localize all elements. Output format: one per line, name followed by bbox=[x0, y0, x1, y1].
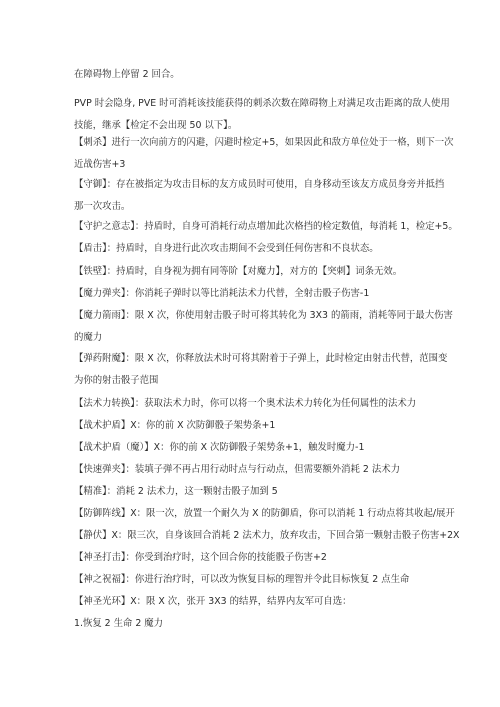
text-line: 【静伏】X：限三次，自身该回合消耗 2 法术力，放弃攻击，下回合第一颗射击骰子伤害+2X bbox=[74, 530, 460, 541]
text-line: 【铁壁】：持盾时，自身视为拥有同等阶【对魔力】，对方的【突刺】词条无效。 bbox=[74, 266, 403, 277]
text-line: 【战术护盾（魔）】X：你的前 X 次防御骰子架势条+1，触发时魔力-1 bbox=[74, 442, 365, 453]
text-line: 1.恢复 2 生命 2 魔力 bbox=[74, 618, 164, 629]
paragraph bbox=[0, 507, 500, 520]
paragraph bbox=[0, 68, 500, 81]
paragraph bbox=[0, 220, 500, 233]
paragraph bbox=[0, 287, 500, 300]
text-line: 【战术护盾】X：你的前 X 次防御骰子架势条+1 bbox=[74, 420, 276, 431]
paragraph bbox=[0, 573, 500, 586]
text-line: 【神圣光环】X：限 X 次，张开 3X3 的结界，结界内友军可自选： bbox=[74, 596, 352, 607]
text-line: 技能，继承【检定不会出现 50 以下】。 bbox=[74, 120, 238, 131]
text-line: 【神之祝福】：你进行治疗时，可以改为恢复目标的理智并令此目标恢复 2 点生命 bbox=[74, 574, 410, 585]
text-line: 【魔力箭雨】：限 X 次，你使用射击骰子时可将其转化为 3X3 的箭雨，消耗等同于最大伤害 bbox=[74, 310, 453, 321]
paragraph bbox=[0, 551, 500, 564]
text-line: PVP 时会隐身, PVE 时可消耗该技能获得的刺杀次数在障碍物上对满足攻击距离的敌人使用 bbox=[74, 98, 450, 109]
paragraph bbox=[0, 463, 500, 476]
paragraph bbox=[0, 595, 500, 608]
paragraph bbox=[0, 617, 500, 630]
paragraph bbox=[0, 265, 500, 278]
paragraph bbox=[0, 441, 500, 454]
text-line: 【快速弹夹】：装填子弹不再占用行动时点与行动点，但需要额外消耗 2 法术力 bbox=[74, 464, 400, 475]
text-line: 【精准】：消耗 2 法术力，这一颗射击骰子加到 5 bbox=[74, 486, 278, 497]
text-line: 【魔力弹夹】：你消耗子弹时以等比消耗法术力代替，全射击骰子伤害-1 bbox=[74, 288, 370, 299]
text-line: 【防御阵线】X：限一次，放置一个耐久为 X 的防御盾，你可以消耗 1 行动点将其收起/展开 bbox=[74, 508, 455, 519]
text-line: 近战伤害+3 bbox=[74, 159, 126, 170]
text-line: 【神圣打击】：你受到治疗时，这个回合你的技能骰子伤害+2 bbox=[74, 552, 327, 563]
paragraph bbox=[0, 136, 500, 171]
text-line: 的魔力 bbox=[74, 332, 103, 343]
text-line: 在障碍物上停留 2 回合。 bbox=[74, 69, 180, 80]
paragraph bbox=[0, 309, 500, 344]
paragraph bbox=[0, 97, 500, 132]
text-line: 【盾击】：持盾时，自身进行此次攻击期间不会受到任何伤害和不良状态。 bbox=[74, 243, 379, 254]
text-line: 为你的射击骰子范围 bbox=[74, 375, 159, 386]
paragraph bbox=[0, 352, 500, 387]
text-line: 【弹药附魔】：限 X 次，你释放法术时可将其附着于子弹上，此时检定由射击代替，范围变 bbox=[74, 353, 448, 364]
text-line: 【法术力转换】：获取法术力时，你可以将一个奥术法术力转化为任何属性的法术力 bbox=[74, 398, 417, 409]
paragraph bbox=[0, 485, 500, 498]
text-line: 那一次攻击。 bbox=[74, 201, 131, 212]
paragraph bbox=[0, 419, 500, 432]
text-line: 【守御】：存在被指定为攻击目标的友方成员时可使用，自身移动至该友方成员身旁并抵挡 bbox=[74, 179, 445, 190]
paragraph bbox=[0, 178, 500, 213]
paragraph bbox=[0, 529, 500, 542]
text-line: 【刺杀】进行一次向前方的闪避，闪避时检定+5，如果因此和敌方单位处于一格，则下一次 bbox=[74, 137, 454, 148]
text-line: 【守护之意志】：持盾时，自身可消耗行动点增加此次格挡的检定数值，每消耗 1，检定+5。 bbox=[74, 221, 458, 232]
paragraph bbox=[0, 397, 500, 410]
paragraph bbox=[0, 242, 500, 255]
